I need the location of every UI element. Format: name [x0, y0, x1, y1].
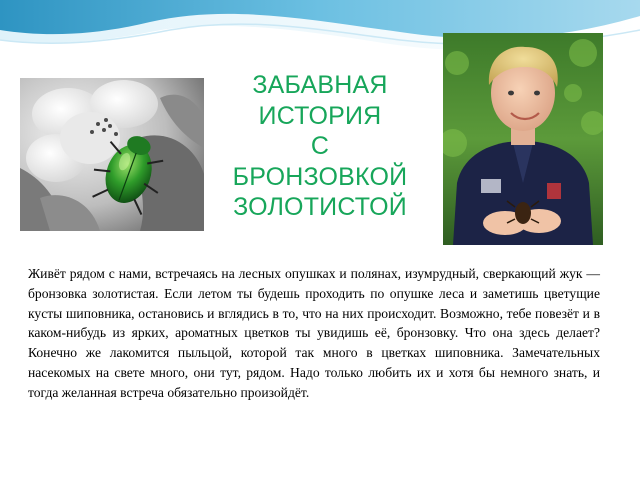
title-line: ЗОЛОТИСТОЙ	[233, 193, 407, 221]
title-line: С	[310, 132, 330, 160]
story-paragraph: Живёт рядом с нами, встречаясь на лесных опушках и полянах, изумрудный, сверкающий жук — бронзовка золотистая. Если летом ты будешь проходить по опушке леса и заметишь цветущие кусты шиповника, остановись и вглядись в то, что на них происходит. Возможно, тебе повезёт и в каком-нибудь из ярких, ароматных цветков ты увидишь её, бронзовку. Что она здесь делает? Конечно же лакомится пыльцой, которой так много в цветках шиповника. Замечательных насекомых на свете много, они тут, рядом. Надо только любить их и хотя бы немного знать, и тогда желанная встреча обязательно произойдёт.	[28, 266, 600, 400]
title-line: ЗАБАВНАЯ	[252, 71, 388, 99]
title-line: БРОНЗОВКОЙ	[232, 162, 408, 191]
boy-photo	[443, 33, 603, 245]
title-line: ИСТОРИЯ	[258, 101, 382, 130]
slide-title	[205, 70, 435, 223]
beetle-photo	[20, 78, 204, 231]
